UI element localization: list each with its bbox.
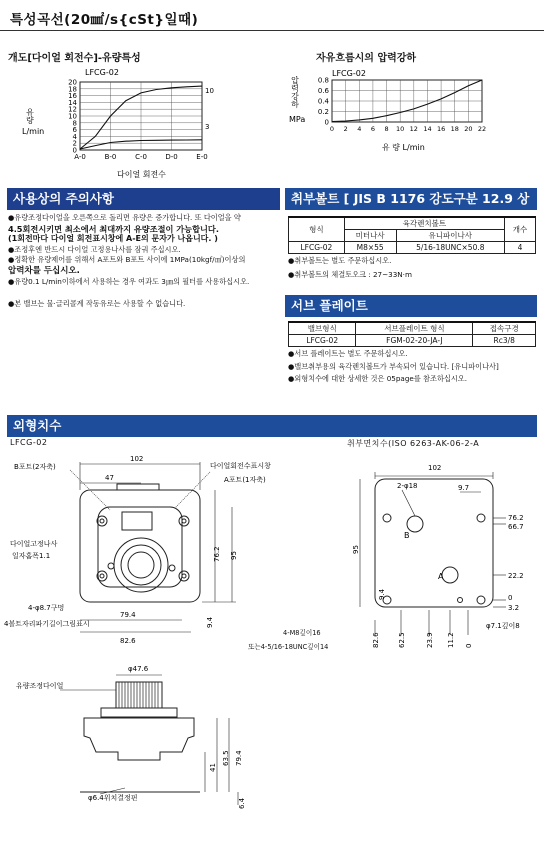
subplate-note: ●외형치수에 대한 상세한 것은 05page를 참조하십시오. [288, 374, 467, 383]
bolt-table [288, 216, 536, 254]
side-dim-dia: φ47.6 [128, 665, 149, 673]
label-id-plate: 일자홈폭1.1 [12, 552, 51, 560]
front-dim-h76: 76.2 [213, 546, 221, 562]
usage-item: 4.5회전시키면 최소에서 최대까지 유량조절이 가능합니다. [8, 223, 219, 234]
label-dial-lock: 다이얼고정나사 [10, 540, 58, 548]
subplate-cell-port: Rc3/8 [473, 335, 536, 347]
mount-face-drawing [340, 450, 544, 675]
chart1-ytick: 16 [68, 92, 77, 101]
label-dial-window: 다이얼회전수표시창 [210, 462, 271, 470]
chart1-xtick: B-0 [104, 153, 117, 161]
side-dim-h63: 63.5 [222, 750, 230, 766]
side-dim-h41: 41 [209, 763, 217, 772]
chart1-yunit: L/min [22, 127, 45, 136]
usage-item: ●정확한 유량제어를 위해서 A포트와 B포트 사이에 1MPa(10kgf/㎠)이상의 [8, 255, 246, 265]
mount-dim-h76: 76.2 [508, 514, 524, 522]
chart2-ytick: 0.8 [317, 76, 329, 85]
chart2-xtick: 6 [370, 125, 375, 133]
subplate-header: 서브 플레이트 [285, 295, 537, 317]
chart1-ytick: 20 [68, 78, 77, 87]
usage-header: 사용상의 주의사항 [7, 188, 280, 210]
chart2-ytick: 0.2 [317, 108, 329, 116]
bolt-col-bolt: 육각렌치볼트 [344, 217, 504, 230]
mount-dim-x11: 11.2 [447, 632, 455, 648]
chart1-ytick: 4 [72, 132, 77, 141]
chart1-ylabel: 유량 [25, 108, 35, 124]
chart2-xtick: 10 [396, 125, 405, 133]
chart1-xtick: A-0 [74, 153, 86, 161]
chart1-model: LFCG-02 [85, 68, 119, 77]
chart2-xtick: 22 [477, 125, 487, 133]
subplate-col-model: 밸브형식 [289, 322, 356, 335]
chart1-curve-label-3: 3 [205, 123, 210, 131]
bolt-col-model: 형식 [289, 217, 345, 242]
dims-model: LFCG-02 [10, 438, 48, 447]
label-arrow-note: 4볼트자리파기길이그림표시 [4, 620, 90, 628]
chart2-xtick: 4 [357, 125, 362, 133]
chart2-yunit: MPa [289, 115, 306, 124]
chart1-xtick: E-0 [196, 153, 208, 161]
chart2-xtick: 2 [343, 125, 348, 133]
label-flow-dial: 유량조정다이얼 [16, 682, 64, 690]
subplate-notes [288, 348, 538, 386]
subplate-cell-plate: FGM-02-20-JA-J [356, 335, 473, 347]
chart1-xtick: C-0 [135, 153, 147, 161]
chart1-xtick: D-0 [165, 153, 178, 161]
mount-dim-x82: 82.6 [372, 632, 380, 648]
chart2-ylabel: 압력강하 [290, 76, 300, 108]
side-dim-h79: 79.4 [235, 750, 243, 766]
bolt-note: ●취부볼트의 체결토오크 : 27~33N·m [288, 269, 412, 279]
chart1-ytick: 6 [72, 126, 77, 135]
bolt-header: 취부볼트 [ JIS B 1176 강도구분 12.9 상당 ] [285, 188, 537, 210]
usage-item: 압력차를 두십시오. [8, 265, 80, 276]
front-dim-h95: 95 [230, 551, 238, 560]
mount-pin-label: φ7.1깊이8 [486, 622, 520, 630]
chart2-xtick: 12 [409, 125, 418, 133]
chart2-xlabel: 유 량 L/min [382, 143, 425, 152]
bolt-col-qty: 개수 [505, 217, 536, 242]
mount-dim-h9: 9.4 [378, 588, 386, 600]
label-spot: φ6.4위치결정핀 [88, 794, 138, 802]
bolt-cell-unified: 5/16-18UNC×50.8 [396, 242, 504, 254]
chart2-xtick: 8 [384, 125, 389, 133]
front-dim-w79: 79.4 [120, 611, 136, 619]
chart1-ytick: 8 [72, 119, 77, 128]
front-dim-w82: 82.6 [120, 637, 136, 645]
subplate-cell-model: LFCG-02 [289, 335, 356, 347]
chart1-ytick: 2 [72, 139, 77, 148]
chart2-svg [285, 62, 500, 157]
chart1-ytick: 10 [68, 112, 77, 121]
mount-dim-h22: 22.2 [508, 572, 524, 580]
label-bolt-hole: 4-φ8.7구멍 [28, 604, 65, 612]
mount-dim-h0: 0 [508, 594, 513, 602]
bolt-note: ●취부볼트는 별도 주문하십시오. [288, 256, 392, 265]
mount-dim-width: 102 [428, 464, 442, 472]
bolt-cell-metric: M8×55 [344, 242, 396, 254]
usage-item: ●본 밸브는 물·글리콜계 작동유로는 사용할 수 없습니다. [8, 299, 186, 309]
chart1-title: 개도[다이얼 회전수]-유량특성 [8, 53, 141, 64]
chart2-xtick: 0 [329, 125, 335, 133]
bolt-cell-qty: 4 [505, 242, 536, 254]
mount-port-b: B [404, 531, 410, 540]
usage-item: (1회전마다 다이얼 회전표시창에 A-E의 문자가 나옵니다. ) [8, 234, 218, 244]
usage-item: ●유량조정다이얼을 오른쪽으로 돌리면 유량은 증가합니다. 또 다이얼을 약 [8, 213, 241, 222]
chart1-ytick: 14 [68, 98, 77, 107]
chart2-xtick: 20 [464, 125, 473, 133]
subplate-note: ●서브 플레이트는 별도 주문하십시오. [288, 349, 408, 358]
bolt-col-metric: 미터나사 [344, 230, 396, 242]
mount-dim-h3: 3.2 [508, 604, 520, 612]
chart1-ytick: 12 [68, 105, 77, 114]
page-title: 특성곡선(20㎟/s{cSt}일때) [10, 12, 199, 28]
dims-mount-label: 취부면치수(ISO 6263-AK-06-2-A [347, 439, 480, 448]
chart1-curve-label-10: 10 [205, 87, 214, 95]
label-b-port: B포트(2자축) [14, 463, 56, 471]
chart1-ytick: 0 [72, 146, 77, 155]
title-rule [0, 30, 544, 31]
bolt-cell-model: LFCG-02 [289, 242, 345, 254]
chart2-ytick: 0.6 [317, 87, 329, 95]
chart1-svg [0, 62, 240, 182]
chart2-title: 자유흐름시의 압력강하 [316, 53, 417, 64]
mount-two-holes: 2-φ18 [397, 482, 418, 490]
chart1-ytick: 18 [68, 85, 77, 94]
side-view-drawing [0, 660, 280, 810]
mount-dim-x62: 62.5 [398, 632, 406, 648]
mount-dim-h95: 95 [352, 545, 360, 554]
usage-item: ●유량0.1 L/min이하에서 사용하는 경우 여과도 3㎛의 필터를 사용하십시오. [8, 276, 250, 286]
chart2-xtick: 16 [436, 125, 446, 133]
chart2-series-line [332, 80, 482, 122]
front-dim-width: 102 [130, 455, 144, 463]
usage-list [8, 213, 278, 310]
bolt-col-unified: 유니파이나사 [396, 230, 504, 242]
mount-dim-h66: 66.7 [508, 523, 524, 531]
front-view-drawing [0, 450, 280, 670]
subplate-col-port: 접속구경 [473, 322, 536, 335]
chart1-xlabel: 다이얼 회전수 [117, 170, 166, 179]
front-dim-h9: 9.4 [206, 616, 214, 628]
subplate-col-plate: 서브플레이트 형식 [356, 322, 473, 335]
label-a-port: A포트(1자축) [224, 476, 266, 484]
chart2-xtick: 14 [423, 125, 432, 133]
mount-dim-x23: 23.9 [426, 632, 434, 648]
front-dim-w47: 47 [105, 474, 114, 482]
subplate-table [288, 321, 536, 347]
side-dim-h6: 6.4 [238, 797, 246, 809]
subplate-note: ●밸브취부용의 육각렌치볼트가 부속되어 있습니다. [유니파이나사] [288, 361, 499, 371]
mount-dim-w9: 9.7 [458, 484, 470, 492]
mount-thread2: 또는4-5/16-18UNC깊이14 [248, 643, 329, 651]
chart2-xtick: 18 [450, 125, 459, 133]
dims-header: 외형치수 [7, 415, 537, 437]
chart2-ytick: 0 [324, 118, 329, 127]
chart2-ytick: 0.4 [317, 97, 329, 106]
usage-item: ●조정후엔 반드시 다이얼 고정용나사를 잠궈 주십시오. [8, 244, 181, 254]
mount-thread1: 4-M8깊이16 [283, 629, 321, 637]
chart2-model: LFCG-02 [332, 69, 366, 78]
mount-dim-x0: 0 [465, 643, 473, 648]
bolt-notes [288, 256, 538, 280]
mount-port-a: A [438, 572, 444, 581]
